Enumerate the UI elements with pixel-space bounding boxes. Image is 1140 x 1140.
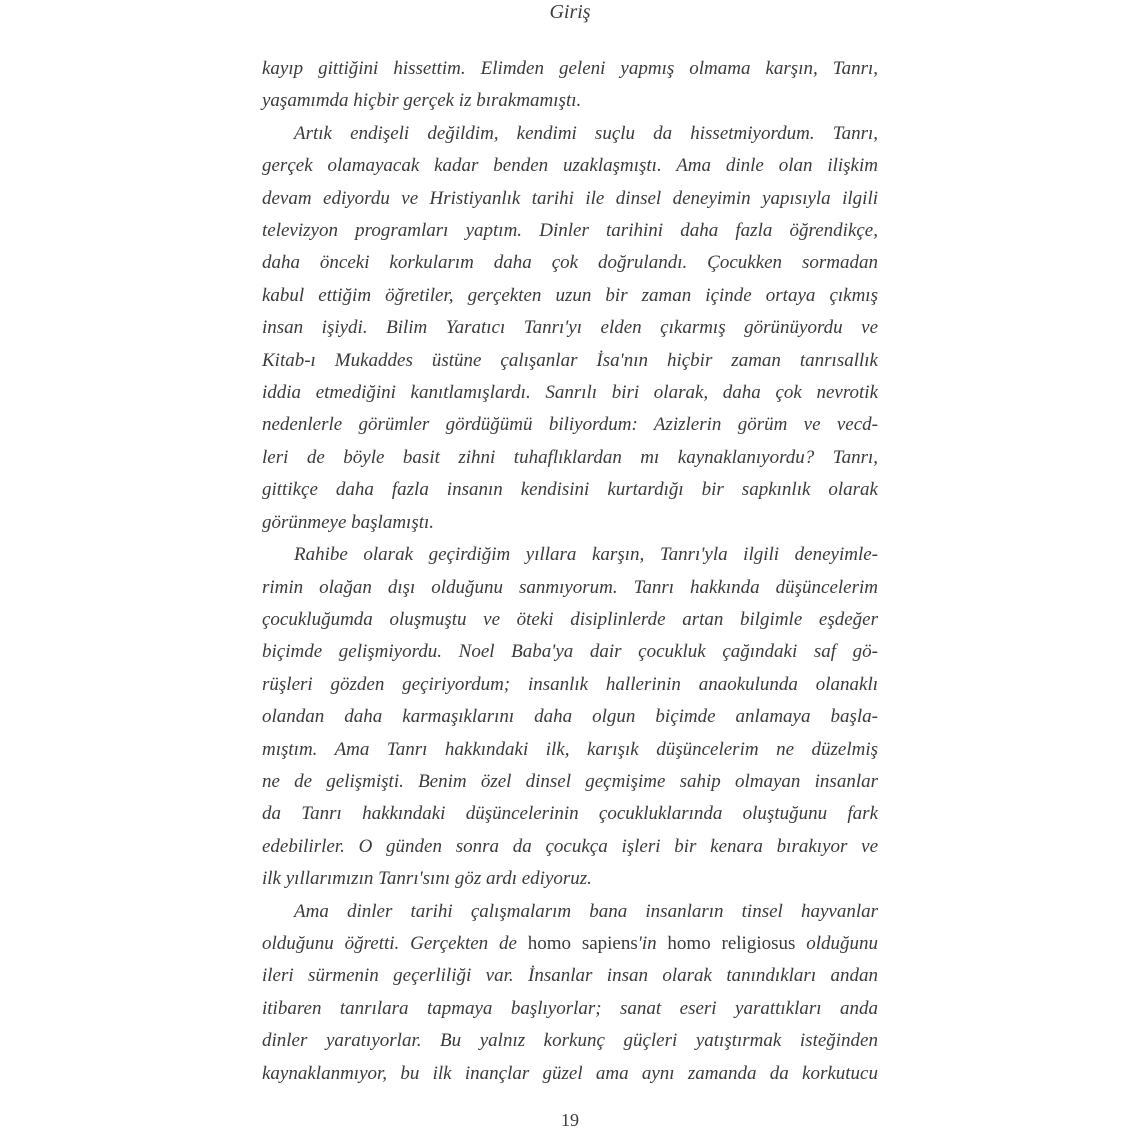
text-line: ne de gelişmişti. Benim özel dinsel geçmişime sahip olmayan insanlar [262, 770, 878, 792]
text-line: nedenlerle görümler gördüğümü biliyordum: Azizlerin görüm ve vecd- [262, 414, 878, 436]
text-line: görünmeye başlamıştı. [262, 511, 435, 533]
text-line: televizyon programları yaptım. Dinler tarihini daha fazla öğrendikçe, [262, 220, 878, 242]
text-line: çocukluğumda oluşmuştu ve öteki disiplinlerde artan bilgimle eşdeğer [262, 608, 878, 630]
text-line: rüşleri gözden geçiriyordum; insanlık hallerinin anaokulunda olanaklı [262, 673, 878, 695]
text-line: devam ediyordu ve Hristiyanlık tarihi ile dinsel deneyimin yapısıyla ilgili [262, 187, 878, 209]
text-line: iddia etmediğini kanıtlamışlardı. Sanrılı biri olarak, daha çok nevrotik [262, 382, 878, 404]
text-line: Artık endişeli değildim, kendimi suçlu da hissetmiyordum. Tanrı, [294, 122, 878, 144]
paragraph [262, 118, 878, 539]
latin-term-homo-religiosus: homo religiosus [667, 932, 796, 954]
body-text-block [262, 53, 878, 1090]
text-line: kaynaklanmıyor, bu ilk inançlar güzel ama aynı zamanda da korkutucu [262, 1062, 878, 1084]
text-line: ilk yıllarımızın Tanrı'sını göz ardı ediyoruz. [262, 868, 592, 890]
paragraph [262, 53, 878, 118]
text-line: olandan daha karmaşıklarını daha olgun biçimde anlamaya başla- [262, 706, 878, 728]
italic-segment: olduğunu öğretti. Gerçekten de [262, 932, 528, 954]
page-number: 19 [561, 1110, 579, 1130]
text-line: ileri sürmenin geçerliliği var. İnsanlar insan olarak tanındıkları andan [262, 965, 878, 987]
text-line: dinler yaratıyorlar. Bu yalnız korkunç güçleri yatıştırmak isteğinden [262, 1030, 878, 1052]
text-line: insan işiydi. Bilim Yaratıcı Tanrı'yı elden çıkarmış görünüyordu ve [262, 317, 878, 339]
italic-segment: olduğunu [795, 932, 878, 954]
text-line: gerçek olamayacak kadar benden uzaklaşmıştı. Ama dinle olan ilişkim [262, 155, 878, 177]
text-line: yaşamımda hiçbir gerçek iz bırakmamıştı. [262, 90, 582, 112]
text-line: rimin olağan dışı olduğunu sanmıyorum. Tanrı hakkında düşüncelerim [262, 576, 878, 598]
paragraph [262, 539, 878, 895]
text-line: leri de böyle basit zihni tuhaflıklardan mı kaynaklanıyordu? Tanrı, [262, 446, 878, 468]
text-line: itibaren tanrılara tapmaya başlıyorlar; sanat eseri yarattıkları anda [262, 997, 878, 1019]
paragraph [262, 896, 878, 1090]
text-line: Ama dinler tarihi çalışmalarım bana insanların tinsel hayvanlar [294, 900, 878, 922]
text-line: da Tanrı hakkındaki düşüncelerinin çocukluklarında oluştuğunu fark [262, 803, 878, 825]
text-line: biçimde gelişmiyordu. Noel Baba'ya dair çocukluk çağındaki saf gö- [262, 641, 878, 663]
text-line: mıştım. Ama Tanrı hakkındaki ilk, karışık düşüncelerim ne düzelmiş [262, 738, 878, 760]
text-line: daha önceki korkularım daha çok doğrulandı. Çocukken sormadan [262, 252, 878, 274]
text-line-mixed-roman [262, 928, 878, 960]
chapter-header: Giriş [549, 1, 591, 23]
text-line: kabul ettiğim öğretiler, gerçekten uzun bir zaman içinde ortaya çıkmış [262, 284, 878, 306]
text-line: kayıp gittiğini hissettim. Elimden geleni yapmış olmama karşın, Tanrı, [262, 58, 878, 79]
text-line: Kitab-ı Mukaddes üstüne çalışanlar İsa'nın hiçbir zaman tanrısallık [262, 349, 878, 371]
text-line: gittikçe daha fazla insanın kendisini kurtardığı bir sapkınlık olarak [262, 479, 878, 501]
text-line: edebilirler. O günden sonra da çocukça işleri bir kenara bırakıyor ve [262, 835, 878, 857]
italic-segment: 'in [637, 932, 668, 954]
text-line: Rahibe olarak geçirdiğim yıllara karşın, Tanrı'yla ilgili deneyimle- [294, 544, 878, 566]
latin-term-homo-sapiens: homo sapiens [527, 932, 638, 954]
